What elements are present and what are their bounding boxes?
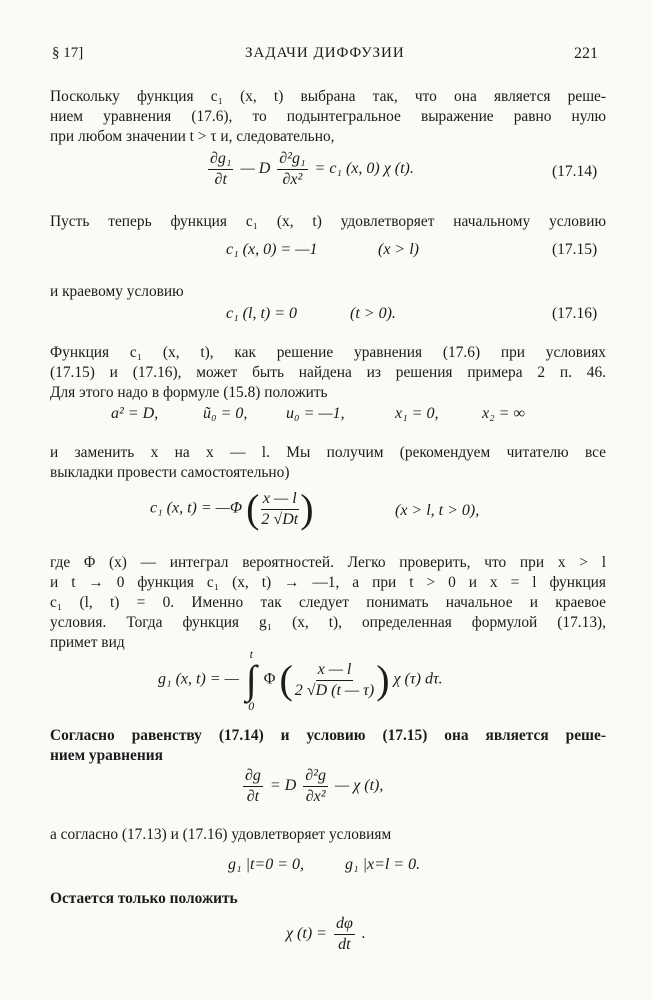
text-line: Остается только положить <box>50 890 238 907</box>
integral-sign: ∫ <box>245 657 257 702</box>
eq-fraction-num: ∂g <box>243 767 263 787</box>
paragraph-8 <box>50 825 606 845</box>
eq-fraction-den: ∂t <box>214 171 227 188</box>
eq-fraction-den: ∂x² <box>305 788 326 805</box>
eq-term: c₁ (x, 0) = —1 <box>226 241 318 258</box>
eq-fraction-num: x — l <box>261 490 299 510</box>
eq-fraction-den: ∂x² <box>282 171 303 188</box>
text-line: условия. Тогда функция g₁ (x, t), определенная формулой (17.13), <box>50 614 606 631</box>
eq-term: — χ (t), <box>334 777 384 795</box>
eq-term: c₁ (l, t) = 0 <box>226 305 298 322</box>
eq-fraction-num: ∂²g <box>303 767 328 787</box>
condition-t0: g₁ |t=0 = 0, <box>228 856 304 873</box>
paragraph-1 <box>50 87 606 147</box>
eq-term: . <box>361 925 366 943</box>
condition-xl: g₁ |x=l = 0. <box>345 856 421 873</box>
text-line: а согласно (17.13) и (17.16) удовлетворяет условиям <box>50 826 392 843</box>
subst-u0: u₀ = —1, <box>286 405 345 422</box>
eq-term: g₁ (x, t) = — <box>158 670 239 688</box>
text-line: и t → 0 функция c₁ (x, t) → —1, а при t > 0 и x = l функция <box>50 574 606 591</box>
paragraph-6 <box>50 553 606 653</box>
header-section: § 17] <box>52 45 84 61</box>
eq-term: Φ <box>263 670 276 688</box>
text-line: c₁ (l, t) = 0. Именно так следует понимать начальное и краевое <box>50 594 606 611</box>
paragraph-3 <box>50 282 606 302</box>
paragraph-2 <box>50 212 606 232</box>
equation-c1-solution: c₁ (x, t) = —Φ ( $\frac{x — l}{2 √Dt}$ ) <box>150 486 314 531</box>
text-line: нием уравнения <box>50 747 163 764</box>
equation-17-15 <box>226 241 317 259</box>
equation-number: (17.14) <box>552 163 598 180</box>
text-line: выкладки провести самостоятельно) <box>50 464 290 481</box>
eq-condition: (x > l, t > 0), <box>395 502 480 519</box>
text-line: при любом значении t > τ и, следовательно, <box>50 128 335 145</box>
text-line: Функция c₁ (x, t), как решение уравнения (17.6) при условиях <box>50 344 606 361</box>
text-line: нием уравнения (17.6), то подынтегральное выражение равно нулю <box>50 108 606 125</box>
eq-fraction-den: 2 √Dt <box>261 510 299 528</box>
paragraph-9 <box>50 889 606 909</box>
subst-x2: x₂ = ∞ <box>482 405 525 422</box>
eq-condition: (x > l) <box>378 241 419 258</box>
eq-term: = c₁ (x, 0) χ (t). <box>314 160 414 178</box>
text-line: Поскольку функция c₁ (x, t) выбрана так, что она является реше- <box>50 88 606 105</box>
eq-term: = D <box>269 777 297 795</box>
text-line: (17.15) и (17.16), может быть найдена из решения примера 2 п. 46. <box>50 364 606 381</box>
eq-fraction-num: dφ <box>334 915 355 935</box>
equation-chi <box>286 915 366 954</box>
integral-upper-limit: t <box>249 647 253 661</box>
paragraph-4 <box>50 343 606 403</box>
paragraph-5 <box>50 443 606 483</box>
integral-lower-limit: 0 <box>248 699 255 713</box>
paragraph-7 <box>50 726 606 766</box>
text-line: Для этого надо в формуле (15.8) положить <box>50 384 328 401</box>
eq-term: χ (τ) dτ. <box>393 670 443 688</box>
subst-x1: x₁ = 0, <box>395 405 439 422</box>
equation-g1-solution: g₁ (x, t) = — t ∫ 0 Φ ( $\frac{x — l}{2 √D (t — \tau)}$ ) χ (τ) dτ. <box>158 647 443 713</box>
equation-number: (17.16) <box>552 305 598 322</box>
eq-fraction-den: dt <box>338 936 351 953</box>
text-line: Пусть теперь функция c₁ (x, t) удовлетворяет начальному условию <box>50 213 606 230</box>
eq-term: c₁ (x, t) = —Φ <box>150 499 243 517</box>
eq-fraction-num: ∂g₁ <box>208 150 233 170</box>
eq-fraction-num: ∂²g₁ <box>277 150 307 170</box>
text-line: где Φ (x) — интеграл вероятностей. Легко проверить, что при x > l <box>50 554 606 571</box>
eq-fraction-den: ∂t <box>246 788 260 805</box>
equation-number: (17.15) <box>552 241 598 258</box>
eq-term: — D <box>240 160 271 178</box>
equation-pde <box>240 767 383 806</box>
equation-17-14 <box>205 150 414 189</box>
text-line: примет вид <box>50 634 125 651</box>
text-line: и краевому условию <box>50 283 184 300</box>
eq-condition: (t > 0). <box>350 305 396 322</box>
text-line: Согласно равенству (17.14) и условию (17.15) она является реше- <box>50 727 606 744</box>
subst-u0-tilde: ũ₀ = 0, <box>203 405 248 422</box>
equation-17-16 <box>226 305 297 323</box>
eq-fraction-den: 2 √D (t — τ) <box>294 681 375 699</box>
eq-term: χ (t) = <box>286 925 327 943</box>
text-line: и заменить x на x — l. Мы получим (рекомендуем читателю все <box>50 444 606 461</box>
subst-a: a² = D, <box>111 405 159 422</box>
eq-fraction-num: x — l <box>316 661 354 681</box>
header-title: ЗАДАЧИ ДИФФУЗИИ <box>245 45 405 61</box>
page-number: 221 <box>574 45 598 62</box>
